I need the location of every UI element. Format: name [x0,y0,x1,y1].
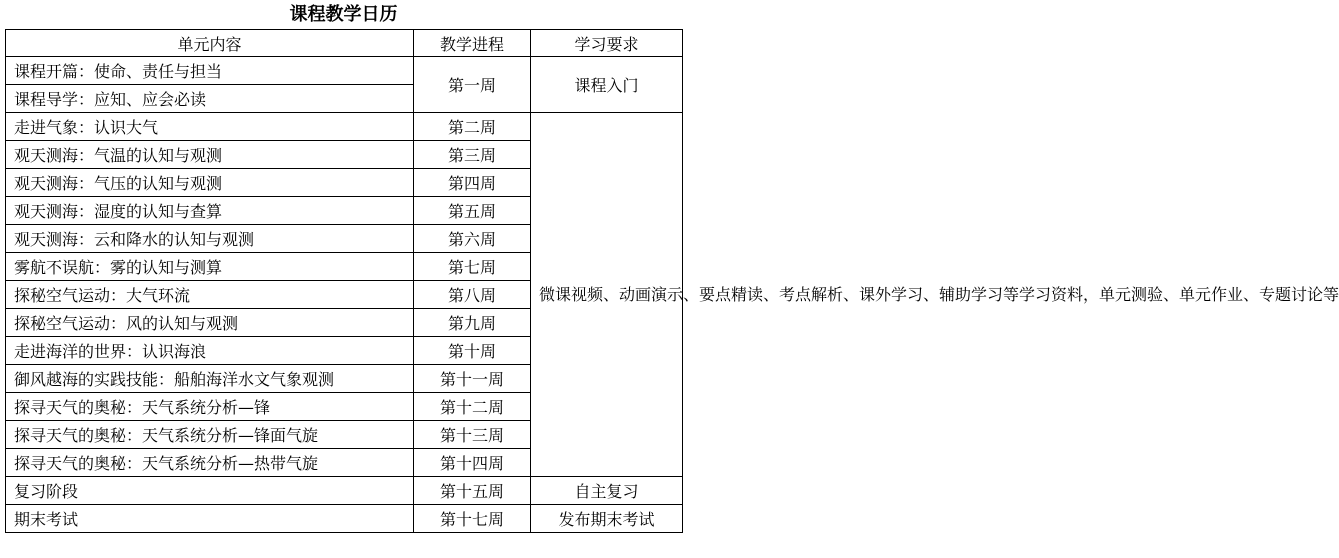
header-progress: 教学进程 [414,30,531,57]
requirement-intro: 课程入门 [531,57,683,113]
table-header-row [6,30,683,57]
table-row [6,57,683,85]
row-content: 观天测海：气压的认知与观测 [6,169,414,197]
row-week: 第十四周 [414,449,531,477]
row-content: 探寻天气的奥秘：天气系统分析—锋 [6,393,414,421]
row-week: 第三周 [414,141,531,169]
teaching-calendar-table [5,29,1339,533]
table-row [6,477,683,505]
row-content: 课程导学：应知、应会必读 [6,85,414,113]
row-content: 期末考试 [6,505,414,533]
header-requirement: 学习要求 [531,30,683,57]
row-content: 探秘空气运动：大气环流 [6,281,414,309]
row-content: 御风越海的实践技能：船舶海洋水文气象观测 [6,365,414,393]
row-content: 观天测海：湿度的认知与查算 [6,197,414,225]
row-week: 第十二周 [414,393,531,421]
header-content: 单元内容 [6,30,414,57]
row-week: 第一周 [414,57,531,113]
row-week: 第四周 [414,169,531,197]
page-title: 课程教学日历 [289,4,398,25]
table-row [6,113,683,141]
row-week: 第五周 [414,197,531,225]
row-content: 探秘空气运动：风的认知与观测 [6,309,414,337]
row-content: 走进海洋的世界：认识海浪 [6,337,414,365]
requirement-review: 自主复习 [531,477,683,505]
row-week: 第十一周 [414,365,531,393]
requirement-exam: 发布期末考试 [531,505,683,533]
requirement-main: 微课视频、动画演示、要点精读、考点解析、课外学习、辅助学习等学习资料，单元测验、单元作业、专题讨论等 [531,113,683,477]
row-week: 第十三周 [414,421,531,449]
row-week: 第八周 [414,281,531,309]
row-content: 探寻天气的奥秘：天气系统分析—锋面气旋 [6,421,414,449]
row-week: 第二周 [414,113,531,141]
row-week: 第十五周 [414,477,531,505]
row-week: 第六周 [414,225,531,253]
row-content: 观天测海：气温的认知与观测 [6,141,414,169]
row-week: 第十七周 [414,505,531,533]
row-content: 观天测海：云和降水的认知与观测 [6,225,414,253]
row-week: 第十周 [414,337,531,365]
table-row [6,505,683,533]
row-content: 复习阶段 [6,477,414,505]
row-content: 走进气象：认识大气 [6,113,414,141]
row-content: 探寻天气的奥秘：天气系统分析—热带气旋 [6,449,414,477]
row-content: 雾航不误航：雾的认知与测算 [6,253,414,281]
row-week: 第七周 [414,253,531,281]
row-week: 第九周 [414,309,531,337]
row-content: 课程开篇：使命、责任与担当 [6,57,414,85]
